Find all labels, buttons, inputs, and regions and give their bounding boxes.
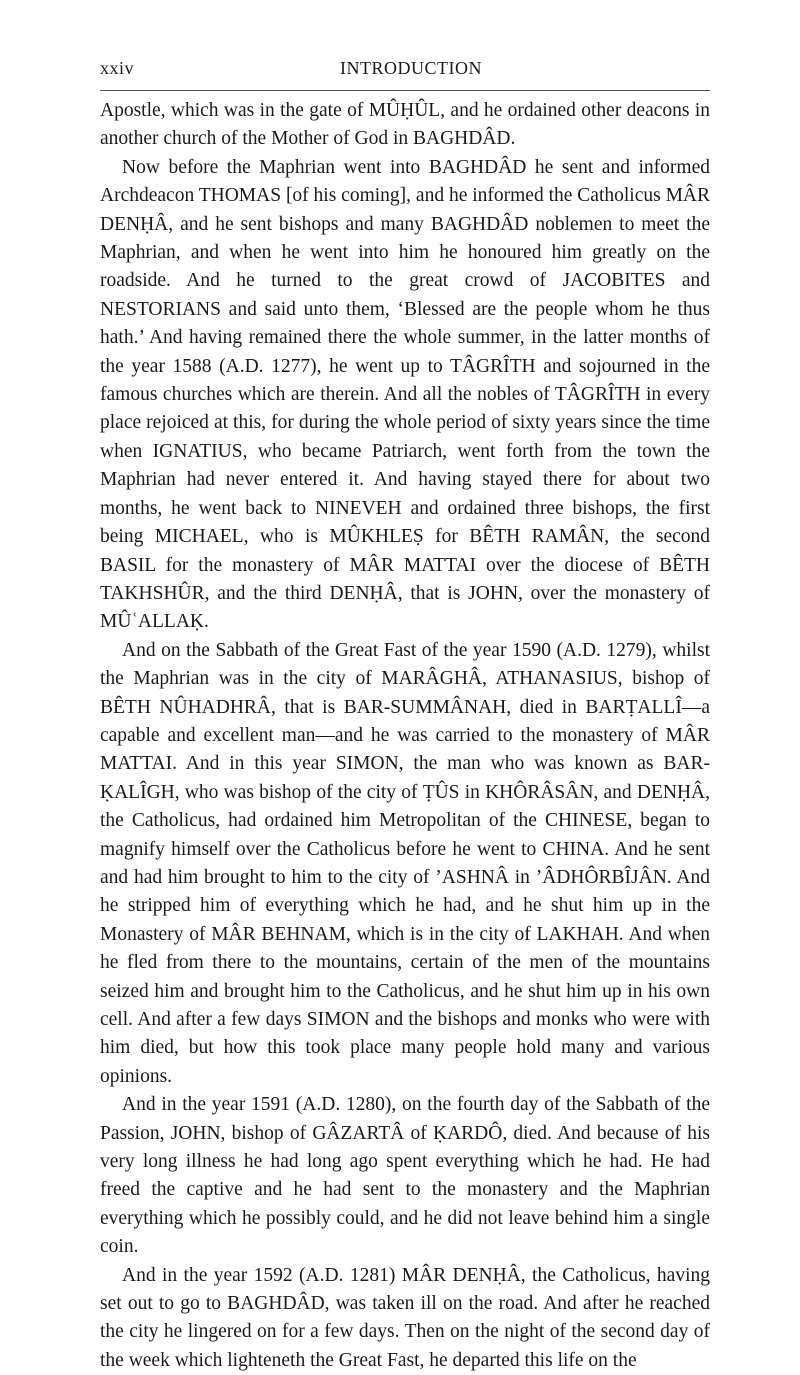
book-page — [100, 58, 710, 1375]
header-rule — [100, 90, 710, 91]
section-title: INTRODUCTION — [340, 58, 482, 78]
paragraph: And on the Sabbath of the Great Fast of the year 1590 (A.D. 1279), whilst the Maphrian was in the city of MARÂGHÂ, ATHANASIUS, bishop of BÊTH NÛHADHRÂ, that is BAR-SUMMÂNAH, died in BARṬALLÎ—a capable and excellent man—and he was carried to the monastery of MÂR MATTAI. And in this year SIMON, the man who was known as BAR-ḲALÎGH, who was bishop of the city of ṬÛS in KHÔRÂSÂN, and DENḤÂ, the Catholicus, had ordained him Metropolitan of the CHINESE, began to magnify himself over the Catholicus before he went to CHINA. And he sent and had him brought to him to the city of ’ASHNÂ in ’ÂDHÔRBÎJÂN. And he stripped him of everything which he had, and he shut him up in the Monastery of MÂR BEHNAM, which is in the city of LAKHAH. And when he fled from there to the mountains, certain of the men of the mountains seized him and brought him to the Catholicus, and he shut him up in his own cell. And after a few days SIMON and the bishops and monks who were with him died, but how this took place many people hold many and various opinions. — [100, 639, 710, 1087]
paragraph: And in the year 1591 (A.D. 1280), on the fourth day of the Sabbath of the Passion, JOHN, bishop of GÂZARTÂ of ḲARDÔ, died. And because of his very long illness he had long ago spent everything which he had. He had freed the captive and he had sent to the monastery and the Maphrian everything which he possibly could, and he did not leave behind him a single coin. — [100, 1094, 710, 1258]
running-head — [100, 58, 710, 88]
paragraph: Apostle, which was in the gate of MÛḤÛL, and he ordained other deacons in another church of the Mother of God in BAGHDÂD. — [100, 100, 710, 150]
paragraph: Now before the Maphrian went into BAGHDÂD he sent and informed Archdeacon THOMAS [of his coming], and he informed the Catholicus MÂR DENḤÂ, and he sent bishops and many BAGHDÂD noblemen to meet the Maphrian, and when he went into him he honoured him greatly on the roadside. And he turned to the great crowd of JACOBITES and NESTORIANS and said unto them, ‘Blessed are the people whom he thus hath.’ And having remained there the whole summer, in the latter months of the year 1588 (A.D. 1277), he went up to TÂGRÎTH and sojourned in the famous churches which are therein. And all the nobles of TÂGRÎTH in every place rejoiced at this, for during the whole period of sixty years since the time when IGNATIUS, who became Patriarch, went forth from the town the Maphrian had never entered it. And having stayed there for about two months, he went back to NINEVEH and ordained three bishops, the first being MICHAEL, who is MÛKHLEṢ for BÊTH RAMÂN, the second BASIL for the monastery of MÂR MATTAI over the diocese of BÊTH TAKHSHÛR, and the third DENḤÂ, that is JOHN, over the monastery of MÛʿALLAḲ. — [100, 156, 710, 633]
page-number: xxiv — [100, 58, 135, 78]
body-text — [100, 97, 710, 1375]
paragraph: And in the year 1592 (A.D. 1281) MÂR DENḤÂ, the Catholicus, having set out to go to BAGHDÂD, was taken ill on the road. And after he reached the city he lingered on for a few days. Then on the night of the second day of the week which lighteneth the Great Fast, he departed this life on the — [100, 1264, 710, 1371]
